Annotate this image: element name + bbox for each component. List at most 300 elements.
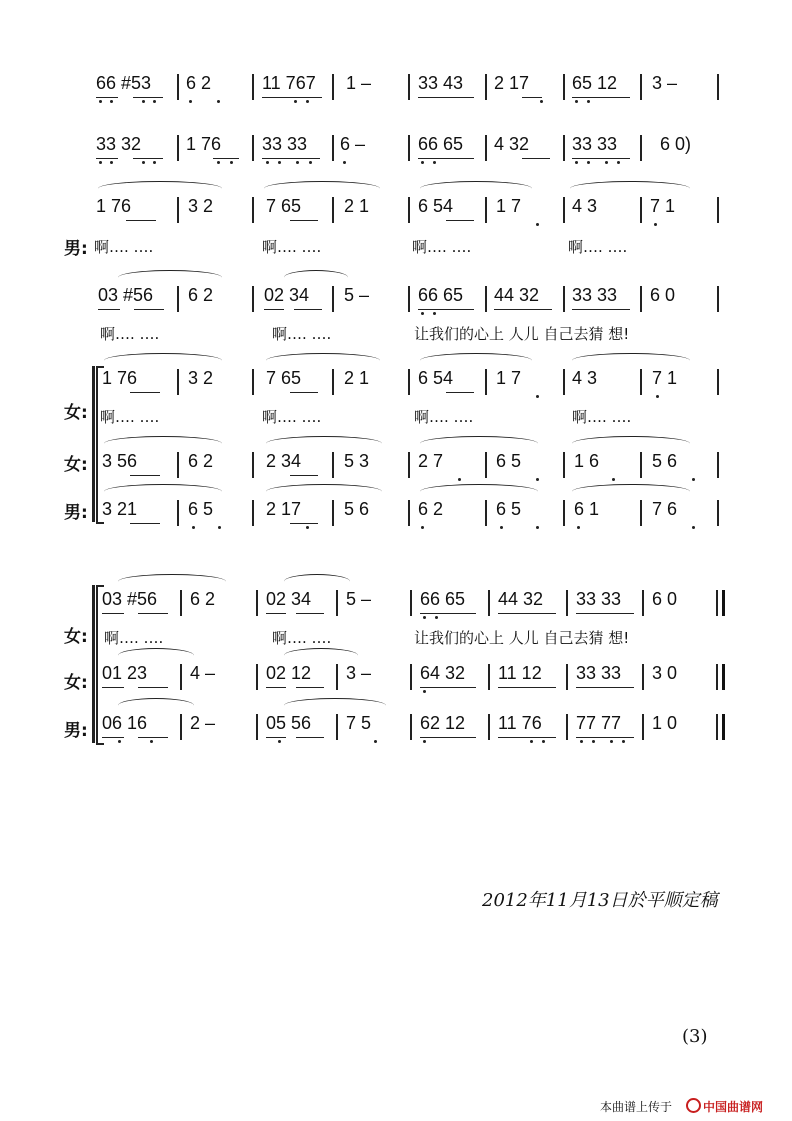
slur	[284, 270, 348, 285]
final-barline	[722, 714, 725, 740]
beam-underline	[522, 158, 550, 159]
measure: 06 16	[102, 713, 148, 733]
octave-dot	[536, 223, 539, 226]
lyric: 啊…. ….	[414, 408, 474, 426]
measure-8: 3 –	[652, 73, 678, 93]
octave-dot	[458, 478, 461, 481]
octave-dot	[692, 526, 695, 529]
measure: 62 12	[420, 713, 466, 733]
beam-underline	[96, 97, 118, 98]
footer-text: 本曲谱上传于	[600, 1100, 673, 1114]
slur	[264, 181, 380, 196]
beam-underline	[498, 613, 556, 614]
part-label: 女:	[64, 673, 88, 693]
barline	[410, 590, 412, 616]
octave-dot	[189, 100, 192, 103]
lyric: 让我们的心上 人儿 自己去猜 想!	[414, 629, 630, 647]
octave-dot	[99, 100, 102, 103]
barline	[332, 452, 334, 478]
beam-underline	[296, 613, 324, 614]
beam-underline	[494, 309, 552, 310]
lyric-ah: 啊…. ….	[94, 238, 154, 256]
measure: 1 6	[574, 451, 600, 471]
slur	[118, 270, 222, 285]
measure: 7 65	[266, 196, 302, 216]
measure: 7 1	[652, 368, 678, 388]
measure: 1 7	[496, 196, 522, 216]
beam-underline	[96, 158, 118, 159]
measure: 4 3	[572, 196, 598, 216]
lyric: 啊…. ….	[572, 408, 632, 426]
octave-dot	[500, 526, 503, 529]
staff-row-1	[0, 72, 792, 102]
barline	[485, 74, 487, 100]
measure-5: 66 65	[418, 134, 464, 154]
measure: 2 17	[266, 499, 302, 519]
beam-underline	[266, 613, 286, 614]
measure: 2 1	[344, 368, 370, 388]
measure: 05 56	[266, 713, 312, 733]
octave-dot	[575, 100, 578, 103]
measure: 7 6	[652, 499, 678, 519]
measure: 11 12	[498, 663, 542, 683]
barline	[408, 500, 410, 526]
beam-underline	[133, 97, 163, 98]
barline	[332, 135, 334, 161]
site-logo	[686, 1098, 763, 1115]
beam-underline	[262, 97, 322, 98]
measure: 5 6	[344, 499, 370, 519]
beam-underline	[264, 309, 284, 310]
part-label-female: 女:	[64, 455, 88, 475]
barline	[563, 135, 565, 161]
octave-dot	[118, 740, 121, 743]
measure: 64 32	[420, 663, 466, 683]
octave-dot	[110, 100, 113, 103]
barline	[252, 452, 254, 478]
barline	[563, 452, 565, 478]
measure: 01 23	[102, 663, 148, 683]
part-label-male: 男:	[64, 503, 88, 523]
staff-row	[0, 367, 792, 397]
barline	[332, 369, 334, 395]
barline	[180, 714, 182, 740]
part-label: 男:	[64, 721, 88, 741]
octave-dot	[536, 395, 539, 398]
measure: 5 6	[652, 451, 678, 471]
measure: 66 65	[418, 285, 464, 305]
beam-underline	[420, 737, 476, 738]
slur	[420, 181, 532, 196]
slur	[104, 436, 222, 451]
measure-4: 1 –	[346, 73, 372, 93]
octave-dot	[587, 161, 590, 164]
barline	[485, 369, 487, 395]
staff-row	[0, 712, 792, 742]
measure: 3 2	[188, 368, 214, 388]
barline	[717, 74, 719, 100]
measure-4: 6 –	[340, 134, 366, 154]
octave-dot	[306, 526, 309, 529]
octave-dot	[542, 740, 545, 743]
barline	[717, 286, 719, 312]
staff-row	[0, 450, 792, 480]
slur	[572, 484, 690, 499]
beam-underline	[138, 687, 168, 688]
octave-dot	[530, 740, 533, 743]
measure: 6 0	[652, 589, 678, 609]
barline	[252, 135, 254, 161]
octave-dot	[612, 478, 615, 481]
barline	[256, 590, 258, 616]
measure: 66 65	[420, 589, 466, 609]
measure: 1 0	[652, 713, 678, 733]
slur	[572, 353, 690, 368]
measure-2: 6 2	[186, 73, 212, 93]
barline	[332, 286, 334, 312]
barline	[256, 664, 258, 690]
octave-dot	[692, 478, 695, 481]
barline	[566, 664, 568, 690]
measure: 5 –	[346, 589, 372, 609]
beam-underline	[126, 220, 156, 221]
measure: 1 76	[102, 368, 138, 388]
measure: 2 1	[344, 196, 370, 216]
barline	[485, 500, 487, 526]
measure-6: 4 32	[494, 134, 530, 154]
octave-dot	[433, 161, 436, 164]
beam-underline	[418, 309, 474, 310]
barline	[485, 286, 487, 312]
beam-underline	[213, 158, 239, 159]
final-barline	[722, 664, 725, 690]
octave-dot	[294, 100, 297, 103]
barline	[488, 590, 490, 616]
barline	[336, 590, 338, 616]
measure-5: 33 43	[418, 73, 464, 93]
beam-underline	[576, 687, 634, 688]
barline	[717, 369, 719, 395]
beam-underline	[418, 97, 474, 98]
measure: 3 2	[188, 196, 214, 216]
beam-underline	[420, 687, 476, 688]
barline	[563, 197, 565, 223]
octave-dot	[306, 100, 309, 103]
measure-7: 65 12	[572, 73, 618, 93]
barline	[332, 74, 334, 100]
measure: 33 33	[572, 285, 618, 305]
barline	[180, 664, 182, 690]
beam-underline	[572, 158, 630, 159]
beam-underline	[130, 475, 160, 476]
beam-underline	[262, 158, 320, 159]
measure-3: 11 767	[262, 73, 316, 93]
slur	[266, 484, 382, 499]
octave-dot	[192, 526, 195, 529]
barline	[410, 664, 412, 690]
measure-8: 6 0)	[660, 134, 692, 154]
barline	[177, 135, 179, 161]
octave-dot	[617, 161, 620, 164]
lyric-ah: 啊…. ….	[262, 238, 322, 256]
slur	[420, 353, 532, 368]
beam-underline	[138, 613, 168, 614]
measure: 3 56	[102, 451, 138, 471]
measure-1: 66 #53	[96, 73, 152, 93]
measure: 6 5	[188, 499, 214, 519]
barline	[642, 590, 644, 616]
beam-underline	[420, 613, 476, 614]
slur	[104, 353, 222, 368]
barline	[256, 714, 258, 740]
measure-2: 1 76	[186, 134, 222, 154]
octave-dot	[278, 161, 281, 164]
measure: 3 –	[346, 663, 372, 683]
barline	[485, 135, 487, 161]
barline	[640, 74, 642, 100]
octave-dot	[622, 740, 625, 743]
measure: 6 5	[496, 451, 522, 471]
barline	[640, 197, 642, 223]
measure: 5 –	[344, 285, 370, 305]
octave-dot	[110, 161, 113, 164]
barline	[716, 664, 718, 690]
beam-underline	[446, 392, 474, 393]
barline	[177, 286, 179, 312]
staff-row	[0, 588, 792, 618]
beam-underline	[572, 309, 630, 310]
octave-dot	[575, 161, 578, 164]
measure: 03 #56	[98, 285, 154, 305]
beam-underline	[130, 392, 160, 393]
beam-underline	[138, 737, 168, 738]
octave-dot	[343, 161, 346, 164]
measure: 11 76	[498, 713, 542, 733]
beam-underline	[522, 97, 542, 98]
page-number: (3)	[682, 1026, 708, 1047]
octave-dot	[656, 395, 659, 398]
octave-dot	[230, 161, 233, 164]
barline	[566, 590, 568, 616]
barline	[716, 714, 718, 740]
beam-underline	[498, 687, 556, 688]
slur	[284, 648, 358, 663]
barline	[485, 452, 487, 478]
lyric: 啊…. ….	[100, 408, 160, 426]
barline	[640, 500, 642, 526]
final-barline	[722, 590, 725, 616]
barline	[180, 590, 182, 616]
octave-dot	[296, 161, 299, 164]
barline	[717, 500, 719, 526]
beam-underline	[290, 220, 318, 221]
octave-dot	[423, 690, 426, 693]
octave-dot	[218, 526, 221, 529]
octave-dot	[577, 526, 580, 529]
slur	[266, 436, 382, 451]
barline	[563, 500, 565, 526]
barline	[252, 74, 254, 100]
beam-underline	[290, 523, 318, 524]
octave-dot	[592, 740, 595, 743]
beam-underline	[130, 523, 160, 524]
lyric-ah: 啊…. ….	[412, 238, 472, 256]
measure-6: 2 17	[494, 73, 530, 93]
measure: 77 77	[576, 713, 622, 733]
barline	[563, 74, 565, 100]
measure: 33 33	[576, 663, 622, 683]
measure: 6 2	[188, 451, 214, 471]
octave-dot	[142, 161, 145, 164]
beam-underline	[572, 97, 630, 98]
part-label: 女:	[64, 627, 88, 647]
octave-dot	[217, 100, 220, 103]
lyric-ah: 啊…. ….	[568, 238, 628, 256]
beam-underline	[290, 392, 318, 393]
barline	[566, 714, 568, 740]
barline	[408, 197, 410, 223]
barline	[252, 369, 254, 395]
barline	[642, 664, 644, 690]
octave-dot	[580, 740, 583, 743]
measure: 3 0	[652, 663, 678, 683]
octave-dot	[153, 161, 156, 164]
beam-underline	[296, 687, 324, 688]
beam-underline	[576, 737, 634, 738]
octave-dot	[150, 740, 153, 743]
measure: 4 3	[572, 368, 598, 388]
measure: 6 2	[188, 285, 214, 305]
barline	[717, 197, 719, 223]
measure: 02 12	[266, 663, 312, 683]
staff-row	[0, 662, 792, 692]
octave-dot	[217, 161, 220, 164]
beam-underline	[266, 737, 286, 738]
slur	[284, 698, 386, 713]
slur	[570, 181, 690, 196]
measure: 6 0	[650, 285, 676, 305]
barline	[177, 197, 179, 223]
staff-row-4	[0, 284, 792, 314]
measure: 6 5	[496, 499, 522, 519]
measure: 7 65	[266, 368, 302, 388]
slur	[420, 436, 538, 451]
octave-dot	[536, 478, 539, 481]
barline	[332, 500, 334, 526]
measure: 2 7	[418, 451, 444, 471]
beam-underline	[294, 309, 322, 310]
barline	[488, 714, 490, 740]
octave-dot	[421, 161, 424, 164]
measure-1: 33 32	[96, 134, 142, 154]
staff-row-2	[0, 133, 792, 163]
measure: 4 –	[190, 663, 216, 683]
beam-underline	[98, 309, 120, 310]
slur	[266, 353, 380, 368]
octave-dot	[433, 312, 436, 315]
slur	[118, 698, 194, 713]
octave-dot	[421, 312, 424, 315]
barline	[717, 452, 719, 478]
measure: 02 34	[264, 285, 310, 305]
barline	[177, 369, 179, 395]
barline	[563, 369, 565, 395]
barline	[177, 452, 179, 478]
octave-dot	[536, 526, 539, 529]
slur	[118, 648, 194, 663]
beam-underline	[418, 158, 474, 159]
beam-underline	[576, 613, 634, 614]
lyric-line: 让我们的心上 人儿 自己去猜 想!	[414, 325, 630, 343]
slur	[572, 436, 690, 451]
barline	[488, 664, 490, 690]
measure: 02 34	[266, 589, 312, 609]
barline	[640, 286, 642, 312]
lyric: 啊…. ….	[272, 325, 332, 343]
measure: 3 21	[102, 499, 138, 519]
measure-3: 33 33	[262, 134, 308, 154]
beam-underline	[102, 687, 124, 688]
beam-underline	[498, 737, 556, 738]
beam-underline	[446, 220, 474, 221]
barline	[642, 714, 644, 740]
measure: 6 54	[418, 196, 454, 216]
measure: 7 1	[650, 196, 676, 216]
octave-dot	[278, 740, 281, 743]
measure: 6 1	[574, 499, 600, 519]
measure: 44 32	[498, 589, 544, 609]
beam-underline	[296, 737, 324, 738]
measure-7: 33 33	[572, 134, 618, 154]
slur	[420, 484, 538, 499]
measure: 6 2	[418, 499, 444, 519]
barline	[177, 74, 179, 100]
octave-dot	[421, 526, 424, 529]
octave-dot	[99, 161, 102, 164]
barline	[408, 369, 410, 395]
octave-dot	[423, 616, 426, 619]
barline	[336, 664, 338, 690]
measure: 2 34	[266, 451, 302, 471]
octave-dot	[654, 223, 657, 226]
beam-underline	[102, 737, 124, 738]
measure: 1 76	[96, 196, 132, 216]
lyric: 啊…. ….	[100, 325, 160, 343]
barline	[408, 74, 410, 100]
barline	[640, 135, 642, 161]
octave-dot	[610, 740, 613, 743]
logo-icon	[686, 1098, 701, 1113]
lyric: 啊…. ….	[262, 408, 322, 426]
barline	[408, 452, 410, 478]
octave-dot	[423, 740, 426, 743]
octave-dot	[153, 100, 156, 103]
barline	[485, 197, 487, 223]
barline	[640, 369, 642, 395]
measure: 6 2	[190, 589, 216, 609]
beam-underline	[133, 158, 163, 159]
barline	[410, 714, 412, 740]
slur	[104, 484, 222, 499]
octave-dot	[435, 616, 438, 619]
measure: 1 7	[496, 368, 522, 388]
octave-dot	[142, 100, 145, 103]
octave-dot	[309, 161, 312, 164]
signature: 2012年11月13日於平顺定稿	[482, 890, 718, 911]
measure: 6 54	[418, 368, 454, 388]
barline	[177, 500, 179, 526]
lyric: 啊…. ….	[104, 629, 164, 647]
